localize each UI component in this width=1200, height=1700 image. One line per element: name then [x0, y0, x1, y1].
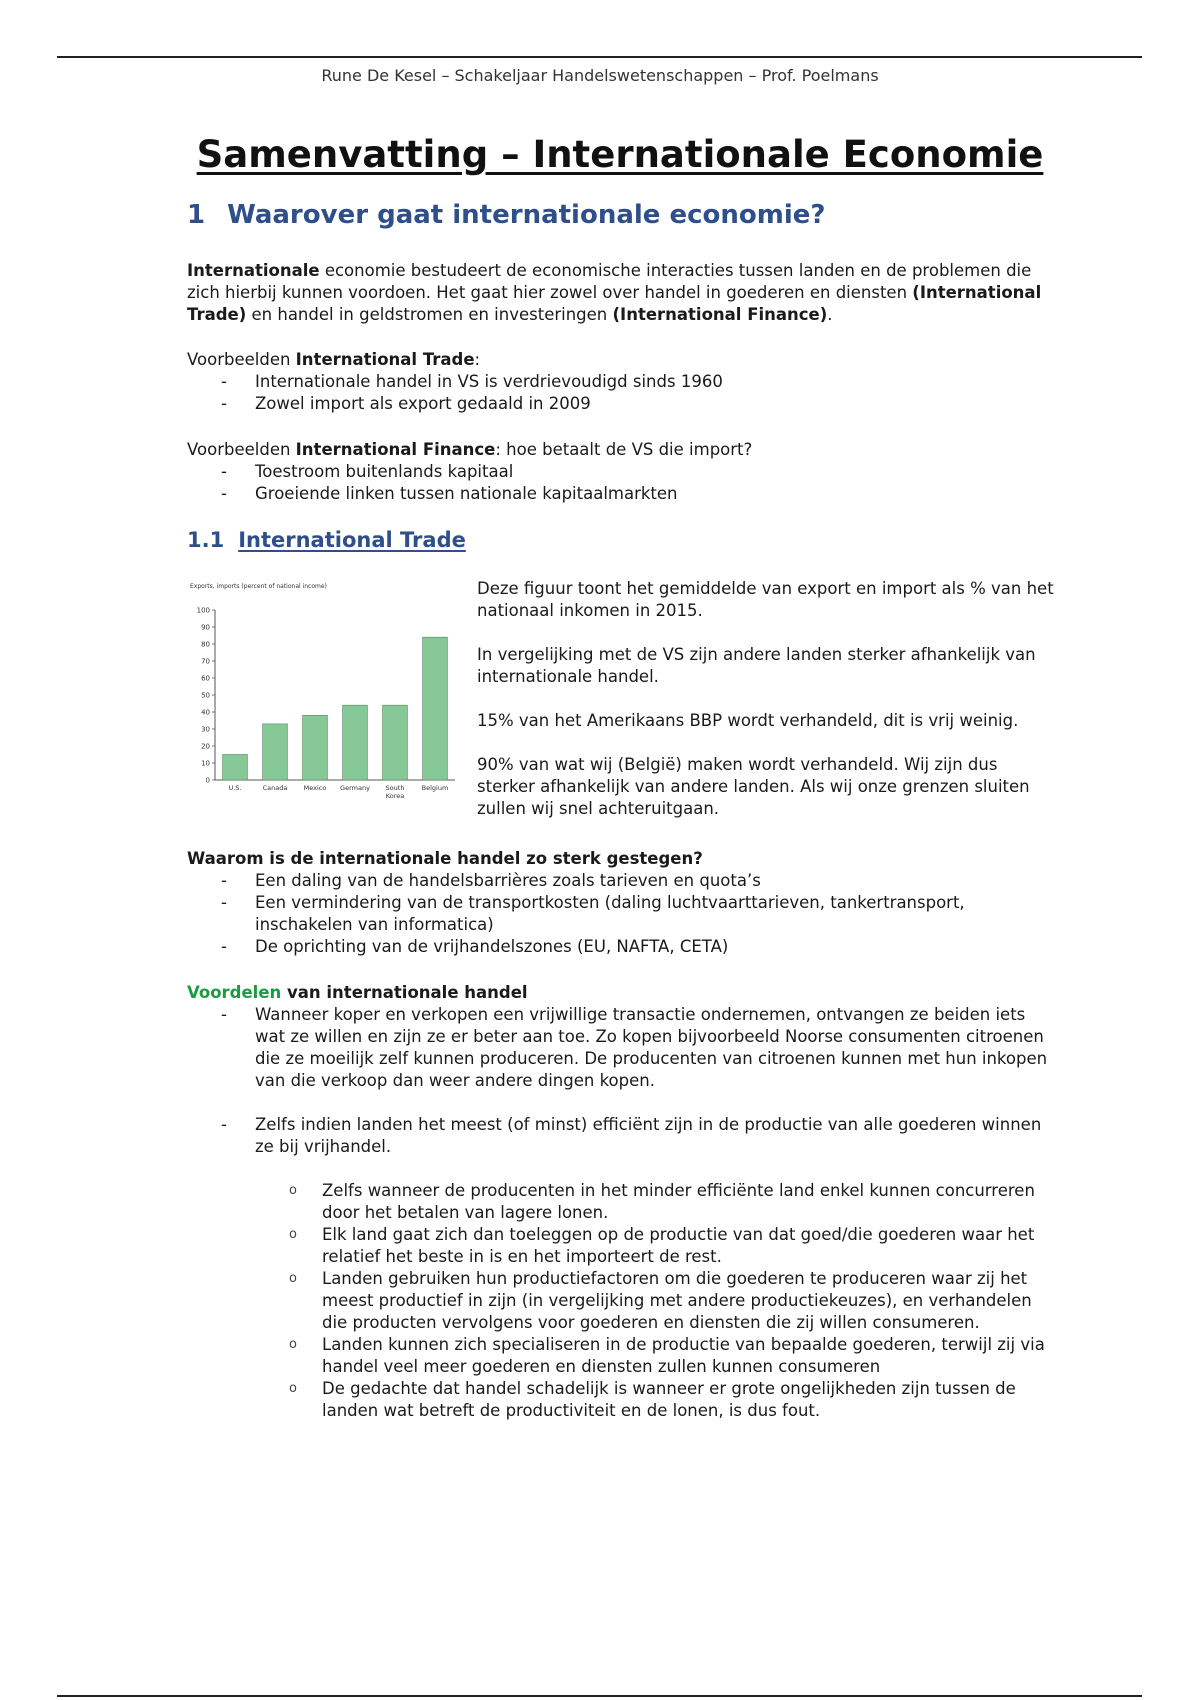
chart-y-tick-label: 70: [201, 657, 210, 666]
why-heading: Waarom is de internationale handel zo sterk gestegen?: [187, 849, 703, 868]
chart-bar: [383, 705, 408, 780]
section-heading-1-1: [187, 528, 466, 552]
list-item: - Internationale handel in VS is verdrievoudigd sinds 1960: [187, 371, 1057, 393]
benefits-list-2: [187, 1114, 1057, 1158]
trade-examples-label: [187, 349, 1057, 371]
running-header: Rune De Kesel – Schakeljaar Handelswetenschappen – Prof. Poelmans: [321, 66, 879, 85]
list-item: - Een vermindering van de transportkosten (daling luchtvaarttarieven, tankertransport, inschakelen van informatica): [187, 892, 1057, 936]
chart-y-tick-label: 100: [196, 606, 210, 615]
chart-x-tick-label: South: [385, 784, 405, 792]
label-bold: International Trade: [295, 350, 475, 369]
chart-x-tick-label: Korea: [385, 792, 405, 800]
intro-text-1: economie bestudeert de economische interacties tussen landen en de problemen die zich hierbij kunnen voordoen. Het gaat hier zowel over handel in goederen en diensten: [187, 261, 1032, 302]
trade-examples-list: [187, 371, 1057, 415]
label-suffix: :: [474, 350, 481, 369]
list-item: - Zowel import als export gedaald in 2009: [187, 393, 1057, 415]
chart-y-tick-label: 0: [205, 776, 210, 785]
chart-y-tick-label: 50: [201, 691, 210, 700]
benefits-list: [187, 1004, 1057, 1092]
chart-svg: [187, 580, 457, 810]
intro-bold-2: (International Trade): [187, 283, 1042, 324]
subsection-number: 1.1: [187, 528, 225, 552]
list-item: - Toestroom buitenlands kapitaal: [187, 461, 1057, 483]
section-title: Waarover gaat internationale economie?: [227, 200, 826, 230]
chart-bar: [343, 705, 368, 780]
sub-list-item: o Zelfs wanneer de producenten in het minder efficiënte land enkel kunnen concurreren door het betalen van lagere lonen.: [187, 1180, 1057, 1224]
chart-bar: [423, 637, 448, 780]
chart-x-tick-label: U.S.: [228, 784, 242, 792]
intro-paragraph: [187, 260, 1057, 326]
chart-bar: [263, 724, 288, 780]
chart-y-tick-label: 30: [201, 725, 210, 734]
sub-list-item: o Elk land gaat zich dan toeleggen op de productie van dat goed/die goederen waar het relatief het beste in is en het importeert de rest.: [187, 1224, 1057, 1268]
chart-x-tick-label: Mexico: [303, 784, 327, 792]
subsection-title: International Trade: [238, 528, 466, 552]
chart-paragraph: Deze figuur toont het gemiddelde van export en import als % van het nationaal inkomen in 2015.: [477, 579, 1054, 620]
intro-bold-3: (International Finance): [612, 305, 828, 324]
list-item: - Groeiende linken tussen nationale kapitaalmarkten: [187, 483, 1057, 505]
sub-list-item: o Landen kunnen zich specialiseren in de productie van bepaalde goederen, terwijl zij via handel veel meer goederen en diensten zullen kunnen consumeren: [187, 1334, 1057, 1378]
chart-y-tick-label: 80: [201, 640, 210, 649]
label-prefix: Voorbeelden: [187, 440, 296, 459]
label-prefix: Voorbeelden: [187, 350, 296, 369]
chart-y-tick-label: 90: [201, 623, 210, 632]
chart-y-tick-label: 20: [201, 742, 210, 751]
chart-y-tick-label: 40: [201, 708, 210, 717]
list-item: - Een daling van de handelsbarrières zoals tarieven en quota’s: [187, 870, 1057, 892]
document-title: Samenvatting – Internationale Economie: [196, 133, 1044, 176]
chart-x-tick-label: Belgium: [421, 784, 449, 792]
label-suffix: : hoe betaalt de VS die import?: [495, 440, 753, 459]
finance-examples: [187, 439, 1057, 505]
list-item: - Zelfs indien landen het meest (of minst) efficiënt zijn in de productie van alle goederen winnen ze bij vrijhandel.: [187, 1114, 1057, 1158]
chart-bar: [223, 755, 248, 781]
intro-text-3: .: [827, 305, 833, 324]
intro-text-2: en handel in geldstromen en investeringen: [246, 305, 613, 324]
sub-list-item: o Landen gebruiken hun productiefactoren om die goederen te produceren waar zij het meest productief in zijn (in vergelijking met andere productiekeuzes), en verhandelen die producten vervolgens voor goederen en diensten die zij willen consumeren.: [187, 1268, 1057, 1334]
chart-y-tick-label: 60: [201, 674, 210, 683]
intro-bold-1: Internationale: [187, 261, 320, 280]
chart-paragraph: 90% van wat wij (België) maken wordt verhandeld. Wij zijn dus sterker afhankelijk van andere landen. Als wij onze grenzen sluiten zullen wij snel achteruitgaan.: [477, 755, 1030, 818]
finance-examples-list: [187, 461, 1057, 505]
chart-y-label: Exports, imports (percent of national income): [190, 583, 327, 590]
trade-examples: [187, 349, 1057, 415]
benefits-heading: [187, 982, 1057, 1004]
footer-rule: [57, 1695, 1142, 1697]
label-bold: International Finance: [295, 440, 496, 459]
chart-y-tick-label: 10: [201, 759, 210, 768]
chart-description: [477, 578, 1057, 842]
chart-x-tick-label: Canada: [262, 784, 288, 792]
why-list: [187, 870, 1057, 958]
trade-bar-chart: [187, 580, 457, 810]
list-item: - Wanneer koper en verkopen een vrijwillige transactie ondernemen, ontvangen ze beiden iets wat ze willen en zijn ze er beter aan toe. Zo kopen bijvoorbeeld Noorse consumenten citroenen die ze moeilijk zelf kunnen produceren. De producenten van citroenen kunnen met hun inkopen van die verkoop dan weer andere dingen kopen.: [187, 1004, 1057, 1092]
header-rule: [57, 56, 1142, 58]
section-number: 1: [187, 200, 206, 230]
sub-list-item: o De gedachte dat handel schadelijk is wanneer er grote ongelijkheden zijn tussen de landen wat betreft de productiviteit en de lonen, is dus fout.: [187, 1378, 1057, 1422]
chart-bar: [303, 715, 328, 780]
benefits-section: [187, 982, 1057, 1422]
list-item: - De oprichting van de vrijhandelszones (EU, NAFTA, CETA): [187, 936, 1057, 958]
why-section: [187, 848, 1057, 958]
chart-x-tick-label: Germany: [340, 784, 370, 792]
finance-examples-label: [187, 439, 1057, 461]
benefits-heading-rest: van internationale handel: [281, 983, 528, 1002]
chart-paragraph: 15% van het Amerikaans BBP wordt verhandeld, dit is vrij weinig.: [477, 711, 1019, 730]
section-heading-1: [187, 200, 825, 230]
benefits-sublist: [187, 1180, 1057, 1422]
chart-paragraph: In vergelijking met de VS zijn andere landen sterker afhankelijk van internationale handel.: [477, 645, 1036, 686]
benefits-heading-green: Voordelen: [187, 983, 282, 1002]
